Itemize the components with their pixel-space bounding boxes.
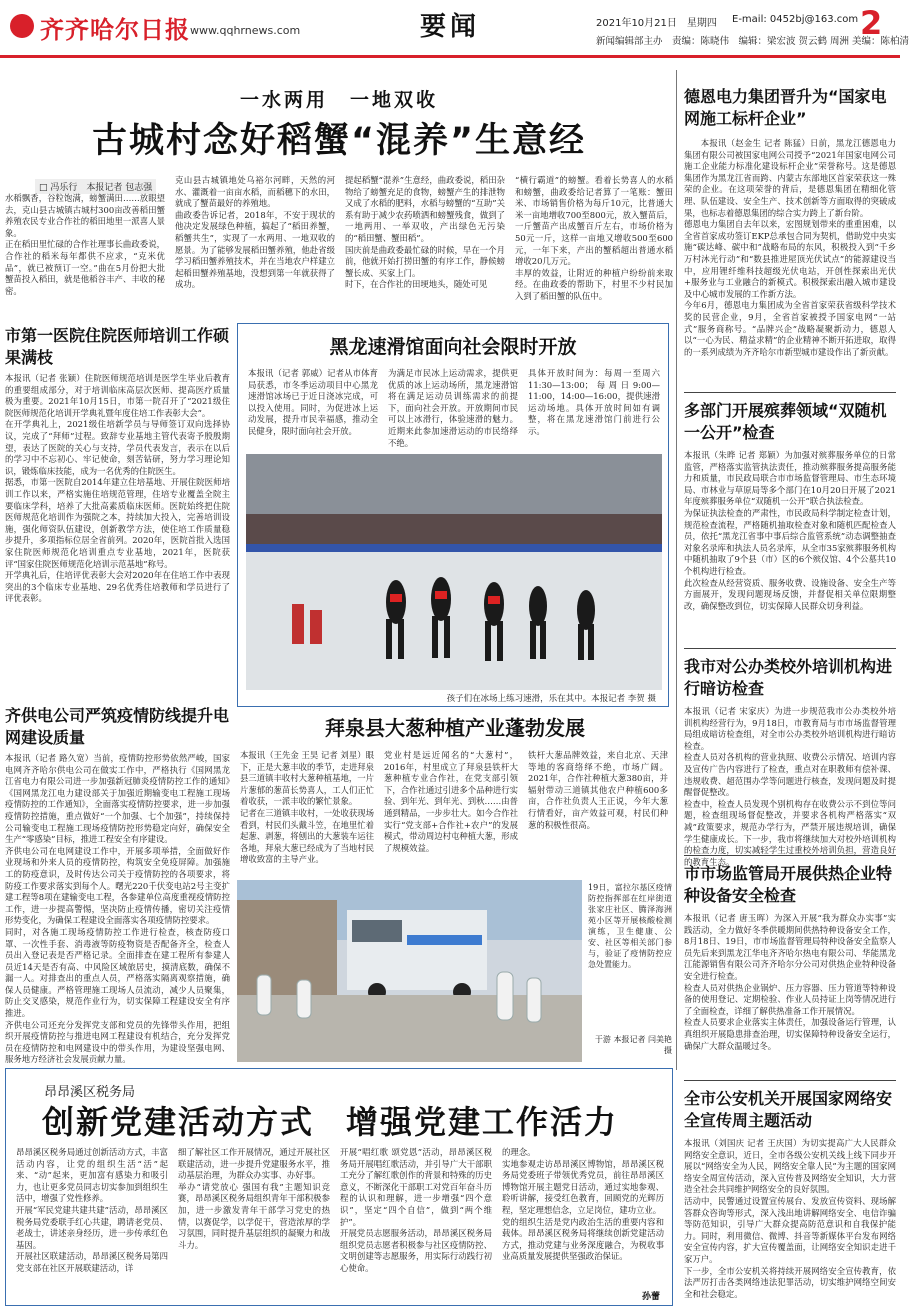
article-funeral-check bbox=[684, 392, 896, 637]
article-byline: □ 冯乐行 本报记者 包志强 bbox=[35, 179, 156, 194]
article-rice-crab bbox=[5, 85, 673, 310]
photo-caption: 19日，富拉尔基区疫情防控指挥部在红岸街道张家庄社区、腾泽海洲苑小区等开展核酸检测演练，卫生健康、公安、社区等相关部门参与，验证了疫情防控应急处置能力。 bbox=[588, 883, 672, 969]
article-deen-power bbox=[684, 86, 896, 386]
article-col: 细了解社区工作开展情况，通过开展社区联建活动，进一步提升党建服务水平，推动基层治理，为群众办实事、办好事。 举办“请党放心 强国有我”主题知识竞赛，昂昂溪区税务局组织青年干部积极参加，进一步激发青年干部学习党史的热情，以赛促学，以学促干，营造浓厚的学习氛围，同时提升基层组织的凝聚力和战斗力。 bbox=[178, 1147, 330, 1250]
article-baiquan-scallion bbox=[240, 712, 670, 872]
article-col: 昂昂溪区税务局通过创新活动方式，丰富活动内容，让党的组织生活“活”起来、“动”起来，更加富有感染力和吸引力，也让更多党员同志切实参加到组织生活中，增强了党性修养。 开展“军民党建共建共建”活动，昂昂溪区税务局党委联手红心共建，聘请老党员、老战士，讲述亲身经历，进一步传承红色基因。 开展社区联建活动，昂昂溪区税务局第四党支部在社区开展联建活动，详 bbox=[16, 1147, 168, 1273]
article-col: 铁杆大葱品牌效益，来自北京、天津等地的客商络绎不绝，市场广阔。2021年，合作社种植大葱380亩，并辐射带动三道镇其他农户种植600多亩，合作社负责人王正说，今年大葱行情看好，亩产效益可观，村民们种葱的积极性很高。 bbox=[528, 750, 668, 830]
article-tax-bureau bbox=[5, 1068, 673, 1306]
article-skating-hall bbox=[237, 323, 669, 707]
article-title: 古城村念好稻蟹“混养”生意经 bbox=[91, 121, 586, 161]
divider bbox=[676, 70, 677, 1070]
article-col: 的理念。 实地参观走访昂昂溪区博物馆，昂昂溪区税务局党委班子带领优秀党员，前往昂昂溪区博物馆开展主题党日活动，通过实地参观、聆听讲解，接受红色教育，回顾党的光辉历程，坚定理想信念，立足岗位，建功立业。 党的组织生活是党内政治生活的重要内容和载体。昂昂溪区税务局将继续创新党建活动方式，推动党建与业务深度融合，为税收事业高质量发展提供坚强政治保证。 bbox=[502, 1147, 664, 1262]
brand-name: 齐齐哈尔日报 bbox=[40, 15, 190, 44]
article-title: 全市公安机关开展国家网络安全宣传周主题活动 bbox=[684, 1089, 893, 1130]
staff-line: 新闻编辑部主办 责编：陈晓伟 编辑：梁宏波 贺云鹤 周洲 美编：陈柏清 bbox=[596, 36, 909, 47]
article-col: 党业村是远近闻名的“大葱村”，2016年，村里成立了拜泉县铁杆大葱种植专业合作社，在党支部引领下，合作社通过引进多个品种进行实验、到年光、到年光、到秋……由普通到精品，一步步壮大。如今合作社实行“党支部+合作社+农户”的发展模式，带动周边村屯种植大葱，形成了规模效益。 bbox=[384, 750, 518, 853]
article-kicker: 一水两用 一地双收 bbox=[239, 89, 438, 111]
drill-photo bbox=[237, 880, 582, 1062]
article-body: 本报讯（记者 张颖）住院医师规范培训是医学生毕业后教育的重要组成部分，对于培训临床高层次医师、提高医疗质量极为重要。2021年10月15日，市第一院召开了“2021级住院医师规范化培训开学典礼暨年度住培工作表彰大会”。 在开学典礼上，2021级住培新学员与导师签订双向选择协议，完成了“拜师”过程。致辞专业基地主管代表寄予殷殷期望，表达了医院的关心与支持，学员代表发言，表示在以后的学习中不忘初心、牢记使命，刻苦钻研，努力学习理论知识，锻炼临床技能，成为一名优秀的住院医生。 据悉，市第一医院自2014年建立住培基地、开展住院医师培训工作以来，严格实施住培规范管理，住培专业覆盖全院主要临床学科，培养了大批高素质临床医师。医院始终把住院医师规范化培训作为强院之本，持续加大投入，完善培训设施，强化师资队伍建设，创新教学方法，使住培工作质量稳步提升，多项指标位居全省前列。2020年，医院首批入选国家住院医师规范化培训重点专业基地，2021年，医院获评“国家住院医师规范化培训示范基地”称号。 开学典礼后，住培评优表彰大会对2020年在住培工作中表现突出的3个临床专业基地、29名优秀住培教师和学员进行了评优表彰。 bbox=[5, 373, 230, 604]
article-title: 多部门开展殡葬领域“双随机一公开”检查 bbox=[684, 401, 887, 442]
article-title: 市第一医院住院医师培训工作硕果满枝 bbox=[5, 326, 230, 367]
article-title-left: 创新党建活动方式 bbox=[42, 1103, 315, 1141]
logo-icon bbox=[10, 14, 34, 38]
drill-photo-art bbox=[237, 880, 582, 1062]
skating-photo bbox=[246, 454, 662, 690]
article-body: 本报讯（朱晔 记者 郑颖）为加强对殡葬服务单位的日常监管，严格落实监管执法责任，推动殡葬服务提高服务能力和质量，市民政局联合市市场监督管理局、市生态环境局、市林业与草原局等多个部门在10月20日开展了2021年度殡葬服务单位“双随机一公开”联合执法检查。 为保证执法检查的严肃性，市民政局科学制定检查计划，规范检查流程，严格随机抽取检查对象和随机匹配检查人员，依托“黑龙江省事中事后综合监管系统”动态调整抽查对象名录库和执法人员名录库，从全市35家殡葬服务机构中随机抽取了9个县（市）区的6个殡仪馆、4个公墓共10个机构进行检查。 此次检查从经营资质、服务收费、设施设备、安全生产等方面展开，发现问题现场反馈，并督促相关单位限期整改，确保整改到位，切实保障人民群众切身利益。 bbox=[684, 450, 896, 611]
article-title: 黑龙速滑馆面向社会限时开放 bbox=[329, 336, 577, 358]
issue-email: E-mail: 0452bj@163.com bbox=[732, 14, 859, 25]
issue-date: 2021年10月21日 星期四 bbox=[596, 18, 717, 29]
article-col: 水稻飘香，谷粒饱满，螃蟹满田……放眼望去，克山县古城镇古城村300亩改善稻田蟹养殖农民专业合作社的稻田地里一派喜人景象。 正在稻田里忙碌的合作社理事长曲政委说，合作社的稻米每年都供不应求，“克米优品”，就已被预订一空。”曲在5月份把大批蟹苗投入稻田，就是他稻谷丰产、丰收的秘密。 bbox=[5, 193, 165, 296]
article-col: 本报讯（王先金 王昊 记者 刘星）眼下，正是大葱丰收的季节，走进拜泉县三道镇丰收村大葱种植基地，一片片葱郁的葱苗长势喜人，工人们正忙着收获，一派丰收的繁忙景象。 记者在三道镇丰收村，一处收获现场看到，村民们头戴斗笠，在地里忙着起葱、剥葱，将刨出的大葱装车运往各地，拜泉大葱已经成为了当地村民增收致富的主导产业。 bbox=[240, 750, 374, 865]
masthead-rule bbox=[0, 55, 900, 58]
photo-credit: 于游 本报记者 闫美艳 摄 bbox=[594, 1035, 672, 1055]
article-col: 开展“唱红歌 颂党恩”活动，昂昂溪区税务局开展唱红歌活动，并引导广大干部职工充分了解红歌创作的背景和特殊的历史意义，不断深化干部职工对党百年奋斗历程的认识和理解，进一步增强“四个意识”，坚定“四个自信”，做到“两个维护”。 开展党员志愿服务活动，昂昂溪区税务局组织党员志愿者积极参与社区疫情防控、文明创建等志愿服务，用实际行动践行初心使命。 bbox=[340, 1147, 492, 1273]
article-kicker: 昂昂溪区税务局 bbox=[44, 1085, 136, 1100]
article-title: 德恩电力集团晋升为“国家电网施工标杆企业” bbox=[684, 87, 887, 128]
masthead bbox=[0, 0, 909, 60]
article-col: 本报讯（记者 郭威）记者从市体育局获悉，市冬季运动项目中心黑龙速滑馆冰场已于近日浇冰完成，可以投入使用。同时，为促进冰上运动发展，提升市民幸福感，推动全民健身，限时面向社会开放。 bbox=[248, 368, 378, 436]
skating-photo-art bbox=[246, 454, 662, 690]
article-cyber-week bbox=[684, 1080, 896, 1306]
article-training-check bbox=[684, 648, 896, 867]
article-title: 齐供电公司严筑疫情防线提升电网建设质量 bbox=[5, 706, 230, 747]
divider bbox=[684, 392, 896, 393]
article-title: 拜泉县大葱种植产业蓬勃发展 bbox=[325, 716, 585, 740]
article-col: 克山县古城镇地处乌裕尔河畔，天然的河水、灌溉着一亩亩水稻，而稻穗下的水田，就成了蟹苗最好的养殖地。 曲政委告诉记者，2018年，不安于现状的他决定发展绿色种植，搞起了“稻田养蟹，稻蟹共生”，实现了一水两用、一地双收的愿景。为了能够发展稻田蟹养殖，他赴省级学习稻田蟹养殖技术，并在当地农户样建立起稻田蟹养殖基地，没想到第一年就获得了成功。 bbox=[175, 175, 335, 290]
photo-caption: 孩子们在冰场上练习速滑，乐在其中。本报记者 李贺 摄 bbox=[446, 694, 656, 704]
article-body: 本报讯（赵金生 记者 陈猛）日前，黑龙江德恩电力集团有限公司被国家电网公司授予“2021年国家电网公司施工企业能力标准化建设标杆企业”荣誉称号。这是德恩集团作为黑龙江省而跨、内蒙古东部地区首家荣获这一殊荣的企业。在这项荣誉的背后，是德恩集团在精细化管理、队伍建设、安全生产、技术创新等方面取得的突破成果，也标志着德恩集团的综合实力跨上了新台阶。 德恩电力集团自去年以来，宏图规划带来的重重困难，以全省首家成功签订EKP总承包合同为契机，借助党中央实施“碳达峰、碳中和”战略布局的东风，积极投入到“千乡万村沐光行动”和“数县推进屋顶光伏试点”的能源建设当中，应用锂纤维科技超级光伏电站，开创性探索出光伏+服务业与工业融合的新模式。积极探索出融入城市建设及中心城市发展的工作新方法。 今年6月，德恩电力集团成为全省首家荣获省级科学技术奖的民营企业，9月，全省首家被授予国家电网“一站式”服务商称号。“品牌兴企”战略凝聚新动力，德恩人以“一心为民、精益求精”的企业精神不断开拓进取，取得的一系列成绩为齐齐哈尔市新型城市建设作出了新贡献。 bbox=[684, 138, 896, 357]
article-body: 本报讯（记者 唐玉晖）为深入开展“我为群众办实事”实践活动，全力做好冬季供暖期间供热特种设备安全工作，8月18日、19日，市市场监督管理局特种设备安全监察人员先后来到黑龙江华电齐齐哈尔热电有限公司、华能黑龙江能源销售有限公司齐齐哈尔分公司对供热企业特种设备安全进行检查。 检查人员对供热企业锅炉、压力容器、压力管道等特种设备的使用登记、定期检验、作业人员持证上岗等情况进行了全面检查，详细了解供热准备工作开展情况。 检查人员要求企业落实主体责任，加强设备运行管理，认真组织开展隐患排查治理，切实保障特种设备安全运行，确保广大群众温暖过冬。 bbox=[684, 913, 896, 1051]
article-first-hospital bbox=[5, 325, 230, 695]
article-heating-check bbox=[684, 855, 896, 1073]
article-col: 提起稻蟹“混养”生意经，曲政委说，稻田杂物给了螃蟹充足的食物，螃蟹产生的排泄物又成了水稻的肥料，水稻与螃蟹的“互助”关系有助于减少农药喷洒和螃蟹残食，做到了一地两用、一举双收，产出绿色无污染的“稻田蟹、蟹田稻”。 国庆前是曲政委最忙碌的时候，早在一个月前，他就开始打捞田蟹的有序工作，静候螃蟹长成、买家上门。 时下，在合作社的田埂地头，随处可见 bbox=[345, 175, 505, 290]
article-col: 具体开放时间为：每周一至周六11:30—13:00；每周日9:00—11:00，14:00—16:00，提供速滑运动场地。具体开放时间如有调整，将在黑龙速滑馆门前进行公示。 bbox=[528, 368, 660, 436]
article-body: 本报讯（刘国庆 记者 王庆国）为切实提高广大人民群众网络安全意识，近日，全市各级公安机关线上线下同步开展以“网络安全为人民，网络安全靠人民”为主题的国家网络安全周宣传活动，深入宣传普及网络安全知识，大力营造全社会共同维护网络安全的良好氛围。 活动中，民警通过设置宣传展台、发放宣传资料、现场解答群众咨询等形式，深入浅出地讲解网络安全、电信诈骗等防范知识，引导广大群众提高防范意识和自我保护能力。同时，利用微信、微博、抖音等新媒体平台发布网络安全宣传内容，扩大宣传覆盖面，让网络安全知识走进千家万户。 下一步，全市公安机关将持续开展网络安全宣传教育，依法严厉打击各类网络违法犯罪活动，切实维护网络空间安全和社会稳定。 bbox=[684, 1138, 896, 1299]
drill-caption-box bbox=[588, 882, 672, 1064]
divider bbox=[684, 648, 896, 649]
divider bbox=[684, 1080, 896, 1081]
site-url: www.qqhrnews.com bbox=[190, 24, 301, 37]
article-body: 本报讯（记者 宋家庆）为进一步规范我市公办类校外培训机构经营行为，9月18日，市教育局与市市场监督管理局组成暗访检查组，对全市公办类校外培训机构进行暗访检查。 检查人员对各机构的营业执照、收费公示情况、培训内容及宣传广告内容进行了检查，重点对在职教师有偿补课、违规收费、超范围办学等问题进行核查，发现问题及时提醒督促整改。 检查中，检查人员发现个别机构存在收费公示不到位等问题，检查组现场督促整改，并要求各机构严格落实“双减”政策要求，规范办学行为，严禁开展违规培训，确保学生健康成长。下一步，我市将继续加大对校外培训机构的检查力度，切实减轻学生过重校外培训负担，营造良好的教育生态。 bbox=[684, 706, 896, 867]
section-name: 要闻 bbox=[420, 12, 481, 42]
article-col: 为满足市民冰上运动需求，提供更优质的冰上运动场所，黑龙速滑馆将在满足运动员训练需求的前提下，面向社会开放。开放期间市民可以上冰滑行，体验速滑的魅力。近期来此参加速滑运动的市民络绎不绝。 bbox=[388, 368, 518, 448]
article-title: 我市对公办类校外培训机构进行暗访检查 bbox=[684, 657, 893, 698]
divider bbox=[684, 855, 896, 856]
article-title-right: 增强党建工作活力 bbox=[346, 1103, 619, 1141]
article-col: “横行霸道”的螃蟹。看着长势喜人的水稻和螃蟹，曲政委给记者算了一笔账：蟹田米、市场销售价格为每斤10元，比普通大米一亩地增收700至800元，放入蟹苗后，一斤蟹苗产出成蟹百斤左右，市场价格为50元一斤，这样一亩地又增收500至600元，一年下来，产出的蟹稻超出普通水稻增收20几万元。 丰厚的效益，让附近的种植户纷纷前来取经。在曲政委的帮助下，村里不少村民加入到了稻田蟹的队伍中。 bbox=[515, 175, 673, 301]
article-body: 本报讯（记者 路久宽）当前，疫情防控形势依然严峻，国家电网齐齐哈尔供电公司在做实工作中，严格执行《国网黑龙江省电力有限公司进一步加强新冠肺炎疫情防控工作的通知》《国网黑龙江电力建设部关于加强近期输变电工程施工现场疫情防控的工作通知》，全面落实疫情防控要求，进一步加强疫情防控措施，重点做好“一个加强、七个加强”，持续保持公司输变电工程施工现场疫情防控形势稳定向好，确保安全生产“零感染”目标，推进工程安全有序建设。 齐供电公司在电网建设工作中，开展多项举措，全面做好作业现场和外来人员的疫情防控，构筑安全免疫屏障。加强施工的防疫意识，及时传达公司关于疫情防控的各项要求，将防疫工作要求落实到每个人。曙光220千伏变电站2号主变扩建工程等8项在建输变电工程，各参建单位高度重视疫情防控工作，进一步提高警惕，坚决防止疫情传播，密切关注疫情形势变化，为确保工程建设全面落实各项疫情防控要求。 同时，对各施工现场疫情防控工作进行检查，核查防疫口罩、一次性手套、消毒液等防疫物资是否配备齐全，检查人员出入登记表是否严格记录。全面排查在建工程所有参建人员近14天是否有高、中风险区域旅居史，摸清底数，确保不漏一人。对排查出的重点人员，严格落实隔离观察措施，确保人员健康。严格管理施工现场人员流动，减少人员聚集，防止交叉感染，规范作业行为，切实保障工程建设安全有序推进。 齐供电公司还充分发挥党支部和党员的先锋带头作用，把组织开展疫情防控与推进电网工程建设有机结合，充分发挥党员在疫情防控和电网建设中的带头作用，为建设坚强电网、服务地方经济社会发展贡献力量。 bbox=[5, 753, 230, 1065]
article-title: 市市场监管局开展供热企业特种设备安全检查 bbox=[684, 864, 893, 905]
page-number: 2 bbox=[860, 4, 883, 42]
article-author: 孙蕾 bbox=[641, 1292, 660, 1302]
article-power-company bbox=[5, 705, 230, 1065]
